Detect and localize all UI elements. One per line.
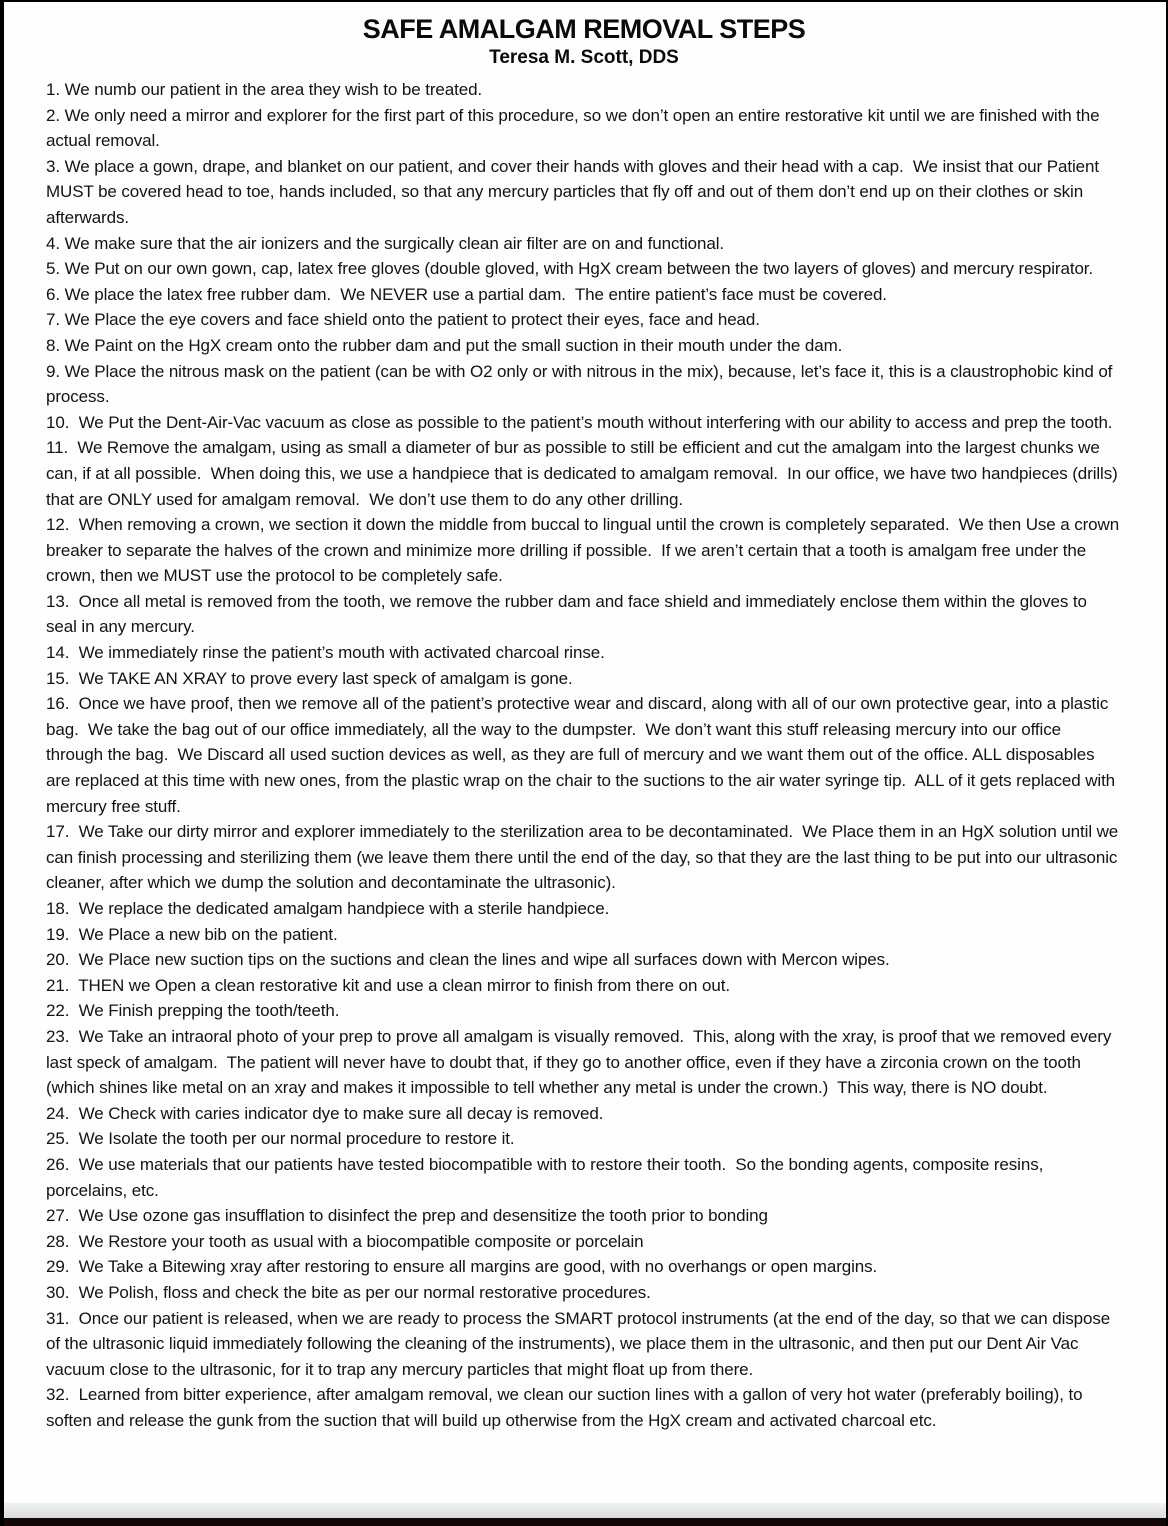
step-item: 26. We use materials that our patients have tested biocompatible with to restore their tooth. So the bonding agents, composite resins, porcelains, etc.	[46, 1154, 1048, 1200]
step-item: 19. We Place a new bib on the patient.	[46, 924, 338, 944]
step-item: 6. We place the latex free rubber dam. We NEVER use a partial dam. The entire patient’s face must be covered.	[46, 284, 887, 304]
step-item: 22. We Finish prepping the tooth/teeth.	[46, 1001, 340, 1021]
step-item: 11. We Remove the amalgam, using as small a diameter of bur as possible to still be efficient and cut the amalgam into the largest chunks we can, if at all possible. When doing this, we use a handpiece that is dedicated to amalgam removal. In our office, we have two handpieces (drills) that are ONLY used for amalgam removal. We don’t use them to do any other drilling.	[46, 438, 1123, 509]
step-item: 9. We Place the nitrous mask on the patient (can be with O2 only or with nitrous in the mix), because, let’s face it, this is a claustrophobic kind of process.	[46, 361, 1117, 407]
step-item: 5. We Put on our own gown, cap, latex free gloves (double gloved, with HgX cream between the two layers of gloves) and mercury respirator.	[46, 259, 1094, 279]
step-item: 30. We Polish, floss and check the bite as per our normal restorative procedures.	[46, 1282, 651, 1302]
step-item: 20. We Place new suction tips on the suctions and clean the lines and wipe all surfaces down with Mercon wipes.	[46, 950, 890, 970]
step-item: 21. THEN we Open a clean restorative kit and use a clean mirror to finish from there on out.	[46, 975, 730, 995]
step-item: 2. We only need a mirror and explorer for the first part of this procedure, so we don’t open an entire restorative kit until we are finished with the actual removal.	[46, 105, 1105, 151]
step-item: 10. We Put the Dent-Air-Vac vacuum as close as possible to the patient’s mouth without interfering with our ability to access and prep the tooth.	[46, 412, 1113, 432]
step-item: 27. We Use ozone gas insufflation to disinfect the prep and desensitize the tooth prior to bonding	[46, 1206, 768, 1226]
step-item: 14. We immediately rinse the patient’s mouth with activated charcoal rinse.	[46, 643, 605, 663]
step-item: 17. We Take our dirty mirror and explorer immediately to the sterilization area to be decontaminated. We Place them in an HgX solution until we can finish processing and sterilizing them (we leave them there until the end of the day, so that they are the last thing to be put into our ultrasonic cleaner, after which we dump the solution and decontaminate the ultrasonic).	[46, 822, 1123, 893]
step-item: 31. Once our patient is released, when we are ready to process the SMART protocol instruments (at the end of the day, so that we can dispose of the ultrasonic liquid immediately following the cleaning of the instruments), we place them in the ultrasonic, and then put our Dent Air Vac vacuum close to the ultrasonic, for it to trap any mercury particles that might float up from there.	[46, 1308, 1115, 1379]
step-item: 29. We Take a Bitewing xray after restoring to ensure all margins are good, with no overhangs or open margins.	[46, 1257, 878, 1277]
steps-list	[46, 77, 1122, 1433]
step-item: 3. We place a gown, drape, and blanket on our patient, and cover their hands with gloves and their head with a cap. We insist that our Patient MUST be covered head to toe, hands included, so that any mercury particles that fly off and out of them don’t end up on their clothes or skin afterwards.	[46, 156, 1104, 227]
step-item: 16. Once we have proof, then we remove all of the patient’s protective wear and discard, along with all of our own protective gear, into a plastic bag. We take the bag out of our office immediately, all the way to the dumpster. We don’t want this stuff releasing mercury into our office through the bag. We Discard all used suction devices as well, as they are full of mercury and we want them out of the office. ALL disposables are replaced at this time with new ones, from the plastic wrap on the chair to the suctions to the air water syringe tip. ALL of it gets replaced with mercury free stuff.	[46, 694, 1120, 816]
document-content	[4, 2, 1166, 1433]
step-item: 12. When removing a crown, we section it down the middle from buccal to lingual until the crown is completely separated. We then Use a crown breaker to separate the halves of the crown and minimize more drilling if possible. If we aren’t certain that a tooth is amalgam free under the crown, then we MUST use the protocol to be completely safe.	[46, 515, 1124, 586]
step-item: 18. We replace the dedicated amalgam handpiece with a sterile handpiece.	[46, 899, 610, 918]
page-title: SAFE AMALGAM REMOVAL STEPS	[362, 14, 806, 44]
step-item: 8. We Paint on the HgX cream onto the rubber dam and put the small suction in their mouth under the dam.	[46, 335, 843, 355]
step-item: 13. Once all metal is removed from the tooth, we remove the rubber dam and face shield and immediately enclose them within the gloves to seal in any mercury.	[46, 591, 1092, 637]
step-item: 24. We Check with caries indicator dye to make sure all decay is removed.	[46, 1103, 604, 1123]
step-item: 7. We Place the eye covers and face shield onto the patient to protect their eyes, face and head.	[46, 310, 760, 330]
step-item: 4. We make sure that the air ionizers and the surgically clean air filter are on and functional.	[46, 233, 725, 253]
author-line: Teresa M. Scott, DDS	[489, 47, 679, 68]
window-bottom-strip	[4, 1503, 1166, 1518]
window-bottom-edge	[4, 1518, 1166, 1526]
step-item: 15. We TAKE AN XRAY to prove every last speck of amalgam is gone.	[46, 668, 573, 688]
step-item: 28. We Restore your tooth as usual with a biocompatible composite or porcelain	[46, 1231, 644, 1251]
step-item: 32. Learned from bitter experience, after amalgam removal, we clean our suction lines with a gallon of very hot water (preferably boiling), to soften and release the gunk from the suction that will build up otherwise from the HgX cream and activated charcoal etc.	[46, 1385, 1088, 1430]
step-item: 23. We Take an intraoral photo of your prep to prove all amalgam is visually removed. This, along with the xray, is proof that we removed every last speck of amalgam. The patient will never have to doubt that, if they go to another office, even if they have a zirconia crown on the tooth (which shines like metal on an xray and makes it impossible to tell whether any metal is under the crown.) This way, there is NO doubt.	[46, 1026, 1116, 1098]
step-item: 1. We numb our patient in the area they wish to be treated.	[46, 80, 483, 99]
step-item: 25. We Isolate the tooth per our normal procedure to restore it.	[46, 1129, 515, 1149]
